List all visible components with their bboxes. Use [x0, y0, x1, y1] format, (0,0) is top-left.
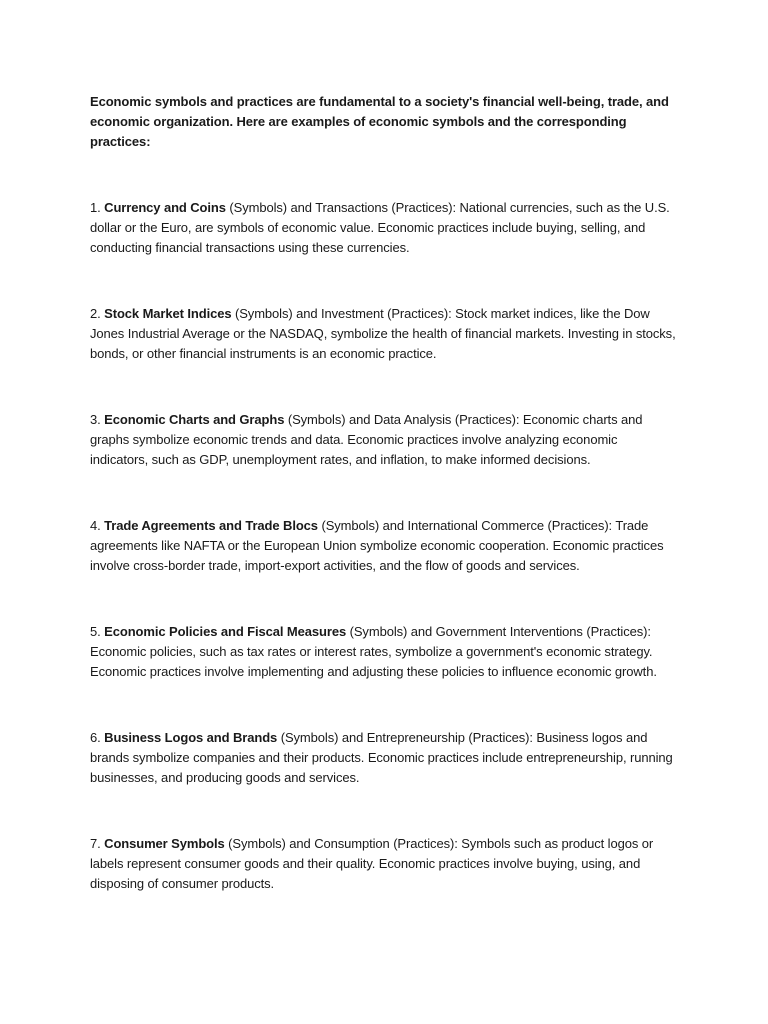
item-number: 7.: [90, 836, 105, 851]
list-item: [90, 728, 678, 788]
list-item: [90, 410, 678, 470]
list-item: [90, 516, 678, 576]
item-number: 1.: [90, 200, 105, 215]
item-number: 2.: [90, 306, 105, 321]
item-number: 3.: [90, 412, 105, 427]
list-item: [90, 622, 678, 682]
item-text: (Symbols) and Transactions (Practices): National currencies, such as the U.S. dollar or the Euro, are symbols of economic value. Economic practices include buying, selling, and conducting financial transactions using these currencies.: [90, 200, 670, 255]
item-term: Economic Charts and Graphs: [104, 412, 285, 427]
list-item: [90, 198, 678, 258]
item-text: (Symbols) and Entrepreneurship (Practices): Business logos and brands symbolize companies and their products. Economic practices include entrepreneurship, running businesses, and producing goods and services.: [90, 730, 673, 785]
item-text: (Symbols) and Government Interventions (Practices): Economic policies, such as tax rates or interest rates, symbolize a government's economic strategy. Economic practices involve implementing and adjusting these policies to influence economic growth.: [90, 624, 657, 679]
item-text: (Symbols) and Consumption (Practices): Symbols such as product logos or labels represent consumer goods and their quality. Economic practices involve buying, using, and disposing of consumer products.: [90, 836, 654, 891]
item-term: Trade Agreements and Trade Blocs: [104, 518, 318, 533]
item-term: Business Logos and Brands: [104, 730, 278, 745]
list-item: [90, 834, 678, 894]
item-text: (Symbols) and International Commerce (Practices): Trade agreements like NAFTA or the European Union symbolize economic cooperation. Economic practices involve cross-border trade, import-export activities, and the flow of goods and services.: [90, 518, 664, 573]
item-number: 5.: [90, 624, 105, 639]
item-text: (Symbols) and Investment (Practices): Stock market indices, like the Dow Jones Industrial Average or the NASDAQ, symbolize the health of financial markets. Investing in stocks, bonds, or other financial instruments is an economic practice.: [90, 306, 676, 361]
intro-paragraph: Economic symbols and practices are fundamental to a society's financial well-being, trade, and economic organization. Here are examples of economic symbols and the corresponding practices:: [90, 94, 669, 149]
item-text: (Symbols) and Data Analysis (Practices): Economic charts and graphs symbolize economic trends and data. Economic practices involve analyzing economic indicators, such as GDP, unemployment rates, and inflation, to make informed decisions.: [90, 412, 643, 467]
item-term: Consumer Symbols: [104, 836, 225, 851]
item-number: 6.: [90, 730, 105, 745]
item-number: 4.: [90, 518, 105, 533]
item-term: Stock Market Indices: [104, 306, 232, 321]
item-term: Economic Policies and Fiscal Measures: [104, 624, 347, 639]
list-item: [90, 304, 678, 364]
item-term: Currency and Coins: [104, 200, 226, 215]
